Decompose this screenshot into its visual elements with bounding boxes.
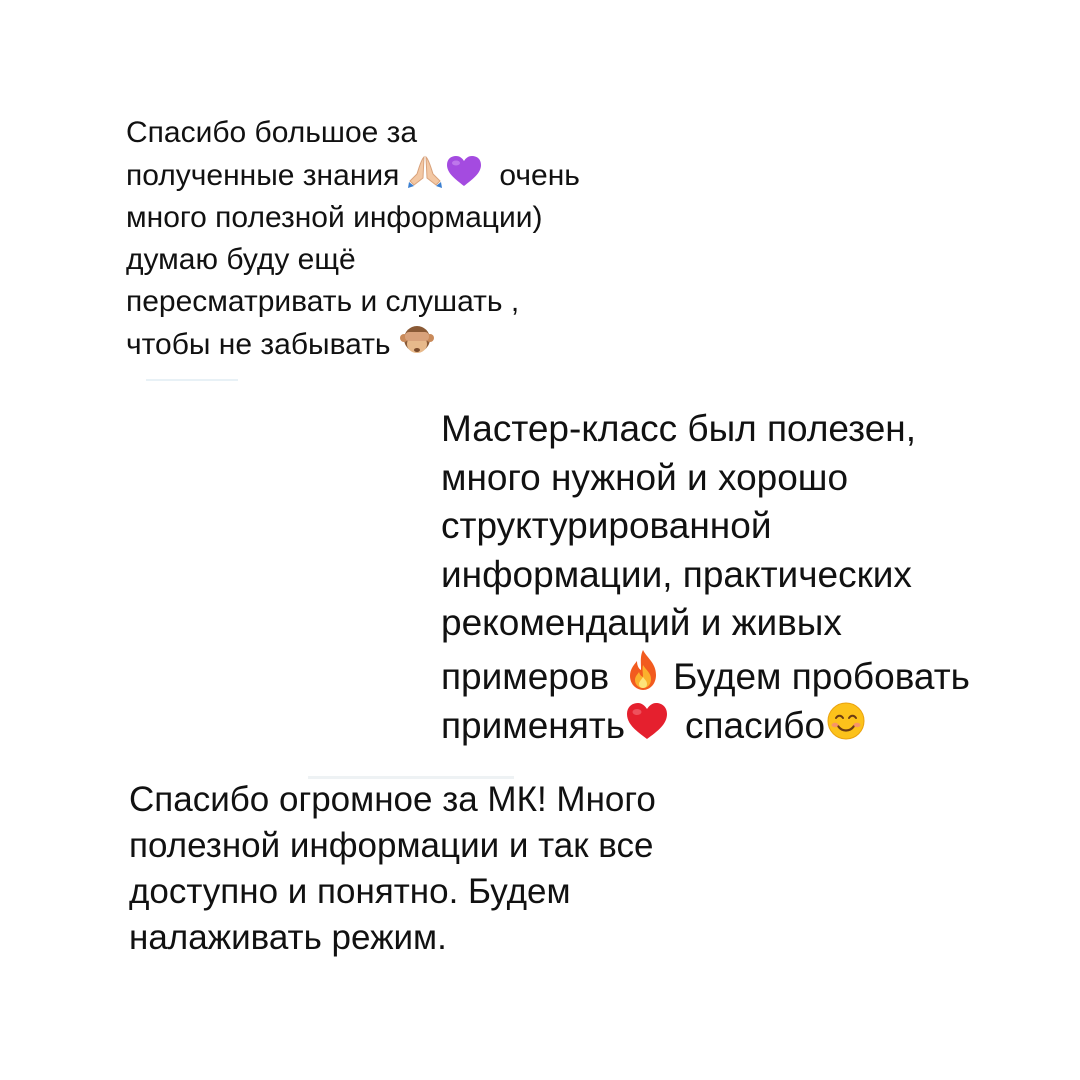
folded-hands-icon — [405, 154, 445, 188]
review-line: много нужной и хорошо — [441, 456, 849, 498]
review-line: Будем пробовать — [673, 655, 970, 697]
see-no-evil-monkey-icon — [399, 323, 435, 357]
review-line-with-emoji — [126, 323, 580, 366]
review-line: Спасибо большое за — [126, 116, 418, 149]
review-line: применять — [441, 705, 625, 746]
review-line: доступно и понятно. Будем — [129, 872, 571, 911]
review-line: спасибо — [685, 705, 826, 746]
review-line: думаю буду ещё — [126, 243, 356, 276]
review-line: полезной информации и так все — [129, 826, 654, 865]
review-line: полученные знания — [126, 159, 400, 192]
review-line: налаживать режим. — [129, 918, 447, 957]
review-text-3 — [129, 777, 656, 961]
review-line: много полезной информации) — [126, 201, 543, 234]
review-line: Спасибо огромное за МК! Много — [129, 780, 656, 819]
review-text-1 — [126, 112, 580, 366]
review-line: информации, практических — [441, 553, 912, 595]
fire-icon — [623, 648, 663, 692]
review-line-with-emoji — [126, 154, 580, 197]
faint-separator — [146, 379, 238, 381]
review-line: Мастер-класс был полезен, — [441, 408, 917, 449]
review-line: очень — [499, 159, 580, 192]
review-line-with-emoji — [441, 701, 970, 751]
review-line: примеров — [441, 655, 610, 697]
smiling-face-icon — [825, 701, 867, 741]
review-line-with-emoji — [441, 648, 970, 702]
red-heart-icon — [625, 701, 669, 741]
purple-heart-icon — [445, 154, 483, 188]
review-line: структурированной — [441, 505, 772, 546]
review-line: чтобы не забывать — [126, 328, 391, 361]
review-line: рекомендаций и живых — [441, 602, 842, 643]
review-text-2 — [441, 405, 970, 751]
review-line: пересматривать и слушать , — [126, 285, 520, 318]
